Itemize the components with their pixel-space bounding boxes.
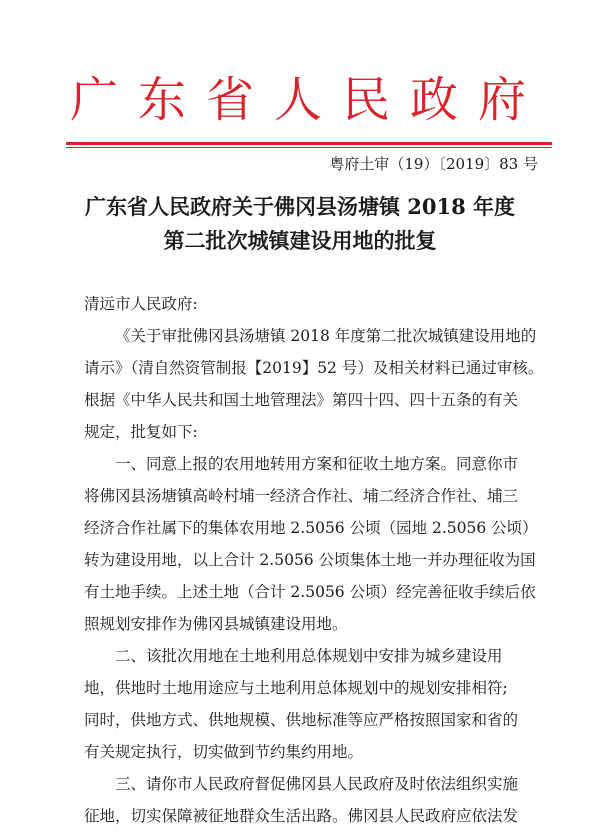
body-line: 规定，批复如下: [84,423,198,441]
document-number: 粤府土审（19）〔2019〕83 号 [329,155,538,173]
body-line: 三、请你市人民政府督促佛冈县人民政府及时依法组织实施 [115,775,519,793]
red-rule-thick [66,142,552,145]
body-line: 请示》（清自然资管制报【2019】52 号）及相关材料已通过审核。 [84,359,544,377]
document-title-line-1: 广东省人民政府关于佛冈县汤塘镇 2018 年度 [84,194,516,219]
body-line: 征地，切实保障被征地群众生活出路。佛冈县人民政府应依法发 [84,807,519,825]
body-line: 根据《中华人民共和国土地管理法》第四十四、四十五条的有关 [84,391,519,409]
body-line: 有土地手续。上述土地（合计 2.5056 公顷）经完善征收手续后依 [84,583,536,601]
salutation: 清远市人民政府: [84,295,198,313]
body-line: 同时，供地方式、供地规模、供地标准等应严格按照国家和省的 [84,711,519,729]
document-title-line-2: 第二批次城镇建设用地的批复 [163,228,437,253]
body-line: 《关于审批佛冈县汤塘镇 2018 年度第二批次城镇建设用地的 [115,327,537,345]
body-line: 一、同意上报的农用地转用方案和征收土地方案。同意你市 [115,455,519,473]
body-line: 地，供地时土地用途应与土地利用总体规划中的规划安排相符; [84,679,508,697]
body-line: 经济合作社属下的集体农用地 2.5056 公顷（园地 2.5056 公顷） [84,519,538,537]
body-line: 将佛冈县汤塘镇高岭村埔一经济合作社、埔二经济合作社、埔三 [84,487,519,505]
issuer-header: 广东省人民政府 [70,72,547,128]
document-body [84,288,554,832]
body-line: 二、该批次用地在土地利用总体规划中安排为城乡建设用 [115,647,503,665]
body-line: 转为建设用地，以上合计 2.5056 公顷集体土地一并办理征收为国 [84,551,536,569]
red-rule-thin [66,147,552,148]
body-line: 有关规定执行，切实做到节约集约用地。 [84,743,364,761]
body-line: 照规划安排作为佛冈县城镇建设用地。 [84,615,348,633]
